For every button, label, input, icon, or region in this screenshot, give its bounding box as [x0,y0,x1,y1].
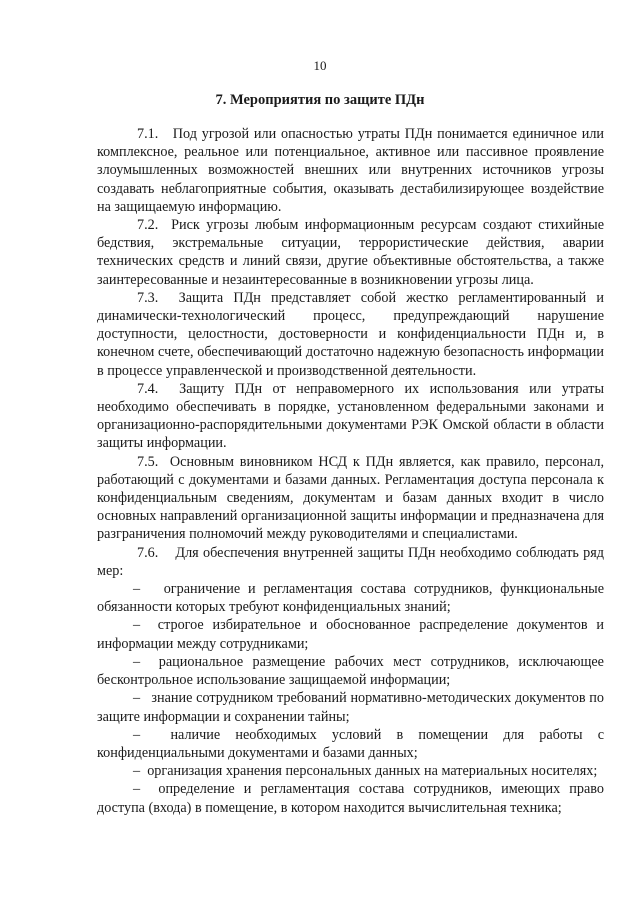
bullet-item: – знание сотрудником требований нормативно-методических документов по защите информации и сохранении тайны; [97,690,604,725]
bullet-item: – организация хранения персональных данных на материальных носителях; [133,763,598,780]
paragraph-7-1: 7.1. Под угрозой или опасностью утраты ПДн понимается единичное или комплексное, реальное или потенциальное, активное или пассивное проявление злоумышленных возможностей внешних или внутренних источников угрозы создавать неблагоприятные события, оказывать дестабилизирующее воздействие на защищаемую информацию. [97,126,604,215]
bullet-item: – ограничение и регламентация состава сотрудников, функциональные обязанности которых требуют конфиденциальных знаний; [97,581,604,616]
document-body [97,125,604,817]
paragraph-7-2: 7.2. Риск угрозы любым информационным ресурсам создают стихийные бедствия, экстремальные ситуации, террористические действия, аварии технических средств и линий связи, другие объективные обстоятельства, а также заинтересованные и незаинтересованные в возникновении угрозы лица. [97,217,604,288]
bullet-item: – определение и регламентация состава сотрудников, имеющих право доступа (входа) в помещение, в котором находится вычислительная техника; [97,781,604,816]
bullet-item: – строгое избирательное и обоснованное распределение документов и информации между сотрудниками; [97,617,604,652]
paragraph-7-4: 7.4. Защиту ПДн от неправомерного их использования или утраты необходимо обеспечивать в порядке, установленном федеральными законами и организационно-распорядительными документами РЭК Омской области в области защиты информации. [97,380,604,452]
bullet-item: – наличие необходимых условий в помещении для работы с конфиденциальными документами и базами данных; [97,726,604,761]
paragraph-7-5: 7.5. Основным виновником НСД к ПДн является, как правило, персонал, работающий с документами и базами данных. Регламентация доступа персонала к конфиденциальным сведениям, документам и базам данных входит в число основных направлений организационной защиты информации и предназначена для разграничения полномочий между руководителями и специалистами. [97,453,604,543]
paragraph-7-3: 7.3. Защита ПДн представляет собой жестко регламентированный и динамически-технологический процесс, предупреждающий нарушение доступности, целостности, достоверности и конфиденциальности ПДн и, в конечном счете, обеспечивающий достаточно надежную безопасность информации в процессе управленческой и производственной деятельности. [97,289,604,379]
page-number: 10 [313,58,327,73]
section-title: 7. Мероприятия по защите ПДн [215,92,425,108]
paragraph-7-6: 7.6. Для обеспечения внутренней защиты ПДн необходимо соблюдать ряд мер: [97,544,604,579]
bullet-item: – рациональное размещение рабочих мест сотрудников, исключающее бесконтрольное использование защищаемой информации; [97,653,604,689]
